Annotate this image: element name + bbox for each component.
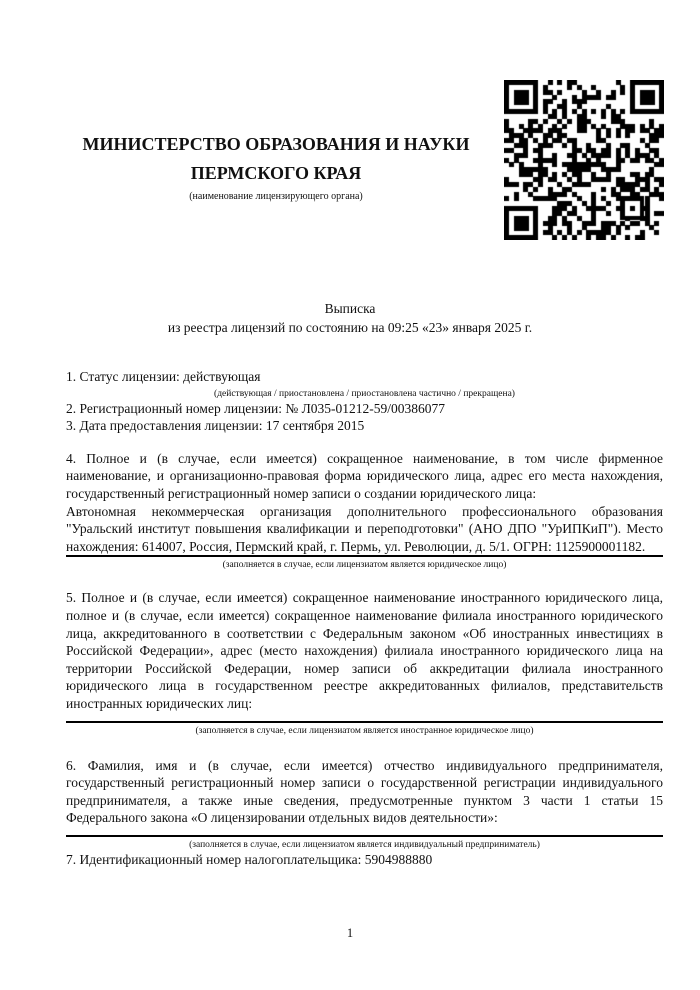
field-4-caption: (заполняется в случае, если лицензиатом является юридическое лицо) xyxy=(222,560,507,571)
extract-body xyxy=(66,368,663,868)
field-4-legal-entity xyxy=(66,450,663,572)
field-6-entrepreneur xyxy=(66,757,663,851)
qr-code-icon xyxy=(504,80,664,240)
authority-name-line2: ПЕРМСКОГО КРАЯ xyxy=(190,163,362,183)
field-1-caption: (действующая / приостановлена / приостановлена частично / прекращена) xyxy=(214,388,515,399)
field-6-caption: (заполняется в случае, если лицензиатом является индивидуальный предприниматель) xyxy=(189,839,540,850)
field-4-label: 4. Полное и (в случае, если имеется) сокращенное наименование, в том числе фирменное наименование, и организационно-правовая форма юридического лица, адрес его места нахождения, государственный регистрационный номер записи о создании юридического лица: xyxy=(66,450,663,501)
licensing-authority-header xyxy=(66,130,486,203)
field-4-value: Автономная некоммерческая организация дополнительного профессионального образования "Уральский институт повышения квалификации и переподготовки" (АНО ДПО "УрИПКиП"). Место нахождения: 614007, Россия, Пермский край, г. Пермь, ул. Революции, д. 5/1. ОГРН: 1125900001182. xyxy=(66,503,663,554)
blank-fill-line xyxy=(66,835,663,837)
field-5-label: 5. Полное и (в случае, если имеется) сокращенное наименование иностранного юридического лица, полное и (в случае, если имеется) сокращенное наименование филиала иностранного юридического лица, аккредитованного в соответствии с Федеральным законом «Об иностранных инвестициях в Российской Федерации», адрес (место нахождения) филиала иностранного юридического лица на территории Российской Федерации, номер записи об аккредитации филиала иностранного юридического лица в государственном реестре аккредитованных филиалов, представительств иностранных юридических лиц: xyxy=(66,590,663,711)
extract-title: Выписка xyxy=(324,301,376,316)
licensing-authority-name xyxy=(66,130,486,188)
authority-name-caption: (наименование лицензирующего органа) xyxy=(189,191,363,202)
field-5-caption: (заполняется в случае, если лицензиатом является иностранное юридическое лицо) xyxy=(195,725,534,736)
field-1-license-status: 1. Статус лицензии: действующая xyxy=(66,369,261,384)
extract-title-block xyxy=(0,299,700,337)
field-7-taxpayer-number: 7. Идентификационный номер налогоплательщика: 5904988880 xyxy=(66,851,433,867)
field-2-registration-number: 2. Регистрационный номер лицензии: № Л035-01212-59/00386077 xyxy=(66,400,446,416)
page-number: 1 xyxy=(346,926,354,940)
authority-name-line1: МИНИСТЕРСТВО ОБРАЗОВАНИЯ И НАУКИ xyxy=(82,134,470,154)
field-5-foreign-entity xyxy=(66,589,663,736)
blank-fill-line xyxy=(66,555,663,557)
extract-subtitle: из реестра лицензий по состоянию на 09:25 «23» января 2025 г. xyxy=(167,320,533,335)
field-6-label: 6. Фамилия, имя и (в случае, если имеется) отчество индивидуального предпринимателя, государственный регистрационный номер записи о государственной регистрации индивидуального предпринимателя, а также иные сведения, предусмотренные пунктом 3 части 1 статьи 15 Федерального закона «О лицензировании отдельных видов деятельности»: xyxy=(66,757,663,826)
blank-fill-line xyxy=(66,721,663,723)
field-3-grant-date: 3. Дата предоставления лицензии: 17 сентября 2015 xyxy=(66,418,365,434)
